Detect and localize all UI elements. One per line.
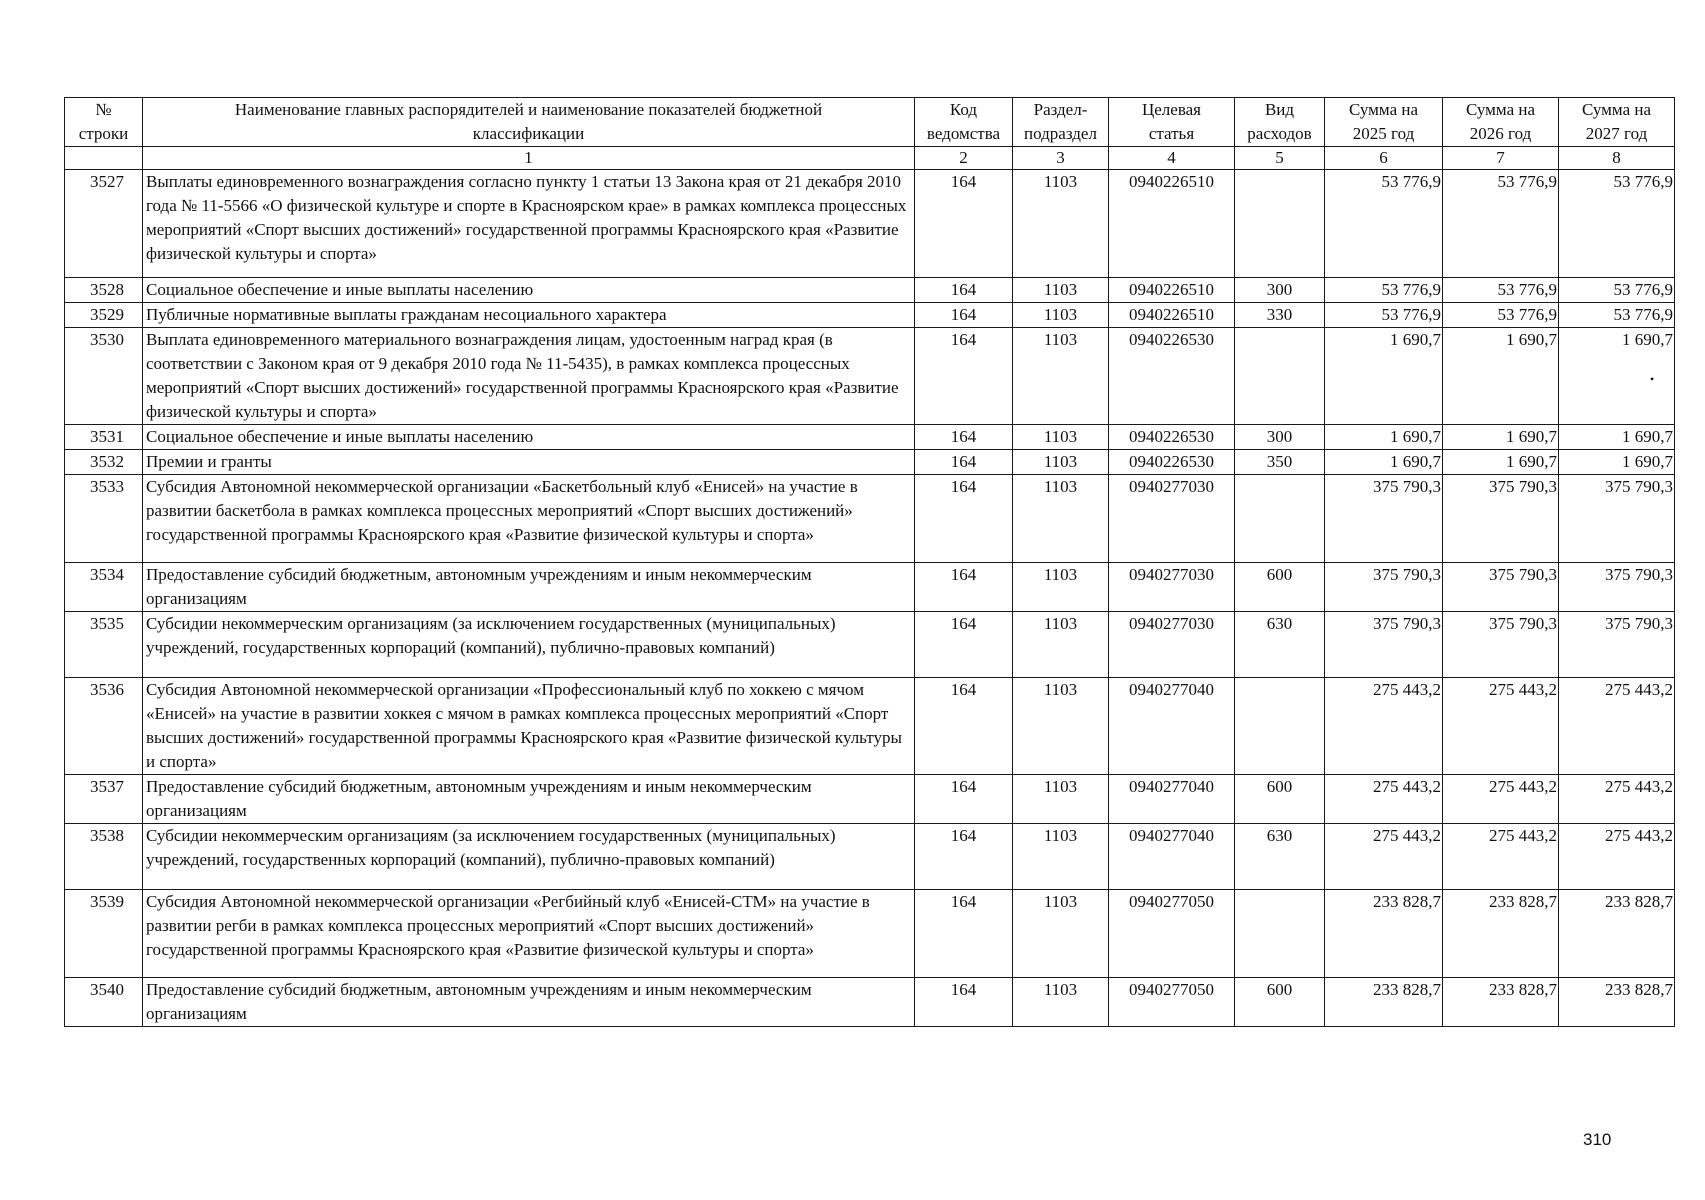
sum-2025-cell: 233 828,7 xyxy=(1325,978,1443,1027)
expense-type-cell: 330 xyxy=(1235,303,1325,328)
table-row xyxy=(65,890,1675,978)
column-numbers-row xyxy=(65,147,1675,170)
section-cell: 1103 xyxy=(1013,475,1109,563)
sum-2026-cell: 53 776,9 xyxy=(1443,170,1559,278)
table-row xyxy=(65,824,1675,890)
row-number-cell: 3539 xyxy=(65,890,143,978)
row-name-cell: Публичные нормативные выплаты гражданам несоциального характера xyxy=(143,303,915,328)
department-code-cell: 164 xyxy=(915,278,1013,303)
sum-2025-cell: 53 776,9 xyxy=(1325,278,1443,303)
header-target-article: Целевая статья xyxy=(1109,98,1235,147)
row-name-cell: Субсидия Автономной некоммерческой организации «Профессиональный клуб по хоккею с мячом «Енисей» на участие в развитии хоккея с мячом в рамках комплекса процессных мероприятий «Спорт высших достижений» государственной программы Красноярского края «Развитие физической культуры и спорта» xyxy=(143,678,915,775)
sum-2027-cell: 53 776,9 xyxy=(1559,278,1675,303)
section-cell: 1103 xyxy=(1013,978,1109,1027)
sum-2025-cell: 53 776,9 xyxy=(1325,170,1443,278)
column-number: 5 xyxy=(1235,147,1325,170)
target-article-cell: 0940226530 xyxy=(1109,425,1235,450)
sum-2027-cell: 1 690,7 xyxy=(1559,425,1675,450)
expense-type-cell xyxy=(1235,678,1325,775)
department-code-cell: 164 xyxy=(915,303,1013,328)
header-name: Наименование главных распорядителей и наименование показателей бюджетной классификации xyxy=(143,98,915,147)
section-cell: 1103 xyxy=(1013,278,1109,303)
target-article-cell: 0940277040 xyxy=(1109,678,1235,775)
section-cell: 1103 xyxy=(1013,678,1109,775)
row-name-cell: Выплата единовременного материального вознаграждения лицам, удостоенным наград края (в соответствии с Законом края от 9 декабря 2010 года № 11-5435), в рамках комплекса процессных мероприятий «Спорт высших достижений» государственной программы Красноярского края «Развитие физической культуры и спорта» xyxy=(143,328,915,425)
sum-2027-cell: 1 690,7 xyxy=(1559,450,1675,475)
sum-2026-cell: 53 776,9 xyxy=(1443,278,1559,303)
sum-2025-cell: 375 790,3 xyxy=(1325,612,1443,678)
row-name-cell: Субсидия Автономной некоммерческой организации «Регбийный клуб «Енисей-СТМ» на участие в развитии регби в рамках комплекса процессных мероприятий «Спорт высших достижений» государственной программы Красноярского края «Развитие физической культуры и спорта» xyxy=(143,890,915,978)
expense-type-cell: 630 xyxy=(1235,824,1325,890)
sum-2027-cell: 53 776,9 xyxy=(1559,303,1675,328)
column-number: 2 xyxy=(915,147,1013,170)
row-number-cell: 3528 xyxy=(65,278,143,303)
sum-2027-cell: 275 443,2 xyxy=(1559,824,1675,890)
section-cell: 1103 xyxy=(1013,563,1109,612)
header-department-code: Код ведомства xyxy=(915,98,1013,147)
sum-2027-cell: 275 443,2 xyxy=(1559,678,1675,775)
expense-type-cell: 600 xyxy=(1235,563,1325,612)
row-name-cell: Субсидия Автономной некоммерческой организации «Баскетбольный клуб «Енисей» на участие в развитии баскетбола в рамках комплекса процессных мероприятий «Спорт высших достижений» государственной программы Красноярского края «Развитие физической культуры и спорта» xyxy=(143,475,915,563)
table-row xyxy=(65,775,1675,824)
target-article-cell: 0940226510 xyxy=(1109,303,1235,328)
sum-2026-cell: 233 828,7 xyxy=(1443,978,1559,1027)
expense-type-cell: 600 xyxy=(1235,978,1325,1027)
row-number-cell: 3537 xyxy=(65,775,143,824)
stray-dot-mark: • xyxy=(1650,372,1655,386)
row-number-cell: 3536 xyxy=(65,678,143,775)
table-row xyxy=(65,612,1675,678)
sum-2027-cell: 233 828,7 xyxy=(1559,890,1675,978)
expense-type-cell: 630 xyxy=(1235,612,1325,678)
header-row-number: № строки xyxy=(65,98,143,147)
target-article-cell: 0940277050 xyxy=(1109,978,1235,1027)
department-code-cell: 164 xyxy=(915,978,1013,1027)
table-row xyxy=(65,450,1675,475)
header-expense-type: Вид расходов xyxy=(1235,98,1325,147)
header-section: Раздел- подраздел xyxy=(1013,98,1109,147)
department-code-cell: 164 xyxy=(915,450,1013,475)
section-cell: 1103 xyxy=(1013,328,1109,425)
row-number-cell: 3540 xyxy=(65,978,143,1027)
sum-2025-cell: 275 443,2 xyxy=(1325,824,1443,890)
table-row xyxy=(65,425,1675,450)
section-cell: 1103 xyxy=(1013,425,1109,450)
table-row xyxy=(65,475,1675,563)
sum-2025-cell: 1 690,7 xyxy=(1325,425,1443,450)
section-cell: 1103 xyxy=(1013,612,1109,678)
column-number-blank xyxy=(65,147,143,170)
sum-2026-cell: 275 443,2 xyxy=(1443,775,1559,824)
expense-type-cell: 350 xyxy=(1235,450,1325,475)
sum-2025-cell: 375 790,3 xyxy=(1325,475,1443,563)
column-number: 3 xyxy=(1013,147,1109,170)
table-row xyxy=(65,278,1675,303)
sum-2027-cell: 233 828,7 xyxy=(1559,978,1675,1027)
section-cell: 1103 xyxy=(1013,450,1109,475)
department-code-cell: 164 xyxy=(915,890,1013,978)
expense-type-cell: 300 xyxy=(1235,425,1325,450)
row-number-cell: 3538 xyxy=(65,824,143,890)
sum-2025-cell: 275 443,2 xyxy=(1325,775,1443,824)
sum-2025-cell: 53 776,9 xyxy=(1325,303,1443,328)
sum-2027-cell: 375 790,3 xyxy=(1559,475,1675,563)
department-code-cell: 164 xyxy=(915,678,1013,775)
sum-2025-cell: 275 443,2 xyxy=(1325,678,1443,775)
table-row xyxy=(65,303,1675,328)
row-name-cell: Предоставление субсидий бюджетным, автономным учреждениям и иным некоммерческим организациям xyxy=(143,775,915,824)
target-article-cell: 0940277040 xyxy=(1109,775,1235,824)
row-number-cell: 3527 xyxy=(65,170,143,278)
target-article-cell: 0940277040 xyxy=(1109,824,1235,890)
row-number-cell: 3529 xyxy=(65,303,143,328)
target-article-cell: 0940277030 xyxy=(1109,563,1235,612)
row-name-cell: Субсидии некоммерческим организациям (за исключением государственных (муниципальных) учреждений, государственных корпораций (компаний), публично-правовых компаний) xyxy=(143,612,915,678)
table-header-row xyxy=(65,98,1675,147)
sum-2025-cell: 1 690,7 xyxy=(1325,328,1443,425)
sum-2027-cell: 375 790,3 xyxy=(1559,612,1675,678)
row-number-cell: 3532 xyxy=(65,450,143,475)
sum-2027-cell: 1 690,7 xyxy=(1559,328,1675,425)
header-sum-2026: Сумма на 2026 год xyxy=(1443,98,1559,147)
sum-2026-cell: 53 776,9 xyxy=(1443,303,1559,328)
header-sum-2027: Сумма на 2027 год xyxy=(1559,98,1675,147)
department-code-cell: 164 xyxy=(915,425,1013,450)
department-code-cell: 164 xyxy=(915,170,1013,278)
budget-table xyxy=(64,97,1675,1027)
expense-type-cell xyxy=(1235,475,1325,563)
department-code-cell: 164 xyxy=(915,563,1013,612)
expense-type-cell: 600 xyxy=(1235,775,1325,824)
sum-2026-cell: 375 790,3 xyxy=(1443,612,1559,678)
sum-2027-cell: 53 776,9 xyxy=(1559,170,1675,278)
expense-type-cell xyxy=(1235,890,1325,978)
expense-type-cell xyxy=(1235,328,1325,425)
sum-2026-cell: 1 690,7 xyxy=(1443,328,1559,425)
column-number: 4 xyxy=(1109,147,1235,170)
row-name-cell: Премии и гранты xyxy=(143,450,915,475)
row-number-cell: 3535 xyxy=(65,612,143,678)
expense-type-cell xyxy=(1235,170,1325,278)
table-row xyxy=(65,563,1675,612)
table-row xyxy=(65,978,1675,1027)
table-row xyxy=(65,170,1675,278)
target-article-cell: 0940277030 xyxy=(1109,475,1235,563)
target-article-cell: 0940226510 xyxy=(1109,278,1235,303)
target-article-cell: 0940226510 xyxy=(1109,170,1235,278)
row-name-cell: Выплаты единовременного вознаграждения согласно пункту 1 статьи 13 Закона края от 21 декабря 2010 года № 11-5566 «О физической культуре и спорте в Красноярском крае» в рамках комплекса процессных мероприятий «Спорт высших достижений» государственной программы Красноярского края «Развитие физической культуры и спорта» xyxy=(143,170,915,278)
department-code-cell: 164 xyxy=(915,475,1013,563)
row-name-cell: Предоставление субсидий бюджетным, автономным учреждениям и иным некоммерческим организациям xyxy=(143,563,915,612)
section-cell: 1103 xyxy=(1013,303,1109,328)
row-number-cell: 3534 xyxy=(65,563,143,612)
expense-type-cell: 300 xyxy=(1235,278,1325,303)
section-cell: 1103 xyxy=(1013,170,1109,278)
table-body xyxy=(65,170,1675,1027)
target-article-cell: 0940277050 xyxy=(1109,890,1235,978)
sum-2025-cell: 233 828,7 xyxy=(1325,890,1443,978)
column-number: 1 xyxy=(143,147,915,170)
target-article-cell: 0940226530 xyxy=(1109,328,1235,425)
target-article-cell: 0940277030 xyxy=(1109,612,1235,678)
table-row xyxy=(65,678,1675,775)
page-number: 310 xyxy=(1583,1130,1612,1149)
department-code-cell: 164 xyxy=(915,612,1013,678)
department-code-cell: 164 xyxy=(915,824,1013,890)
sum-2026-cell: 375 790,3 xyxy=(1443,563,1559,612)
table-row xyxy=(65,328,1675,425)
sum-2026-cell: 233 828,7 xyxy=(1443,890,1559,978)
sum-2026-cell: 1 690,7 xyxy=(1443,450,1559,475)
sum-2025-cell: 375 790,3 xyxy=(1325,563,1443,612)
column-number: 7 xyxy=(1443,147,1559,170)
row-name-cell: Предоставление субсидий бюджетным, автономным учреждениям и иным некоммерческим организациям xyxy=(143,978,915,1027)
sum-2025-cell: 1 690,7 xyxy=(1325,450,1443,475)
row-name-cell: Социальное обеспечение и иные выплаты населению xyxy=(143,278,915,303)
section-cell: 1103 xyxy=(1013,775,1109,824)
header-sum-2025: Сумма на 2025 год xyxy=(1325,98,1443,147)
sum-2027-cell: 375 790,3 xyxy=(1559,563,1675,612)
row-name-cell: Социальное обеспечение и иные выплаты населению xyxy=(143,425,915,450)
sum-2026-cell: 375 790,3 xyxy=(1443,475,1559,563)
row-name-cell: Субсидии некоммерческим организациям (за исключением государственных (муниципальных) учреждений, государственных корпораций (компаний), публично-правовых компаний) xyxy=(143,824,915,890)
row-number-cell: 3530 xyxy=(65,328,143,425)
sum-2026-cell: 1 690,7 xyxy=(1443,425,1559,450)
department-code-cell: 164 xyxy=(915,328,1013,425)
column-number: 8 xyxy=(1559,147,1675,170)
column-number: 6 xyxy=(1325,147,1443,170)
sum-2027-cell: 275 443,2 xyxy=(1559,775,1675,824)
row-number-cell: 3531 xyxy=(65,425,143,450)
row-number-cell: 3533 xyxy=(65,475,143,563)
section-cell: 1103 xyxy=(1013,890,1109,978)
section-cell: 1103 xyxy=(1013,824,1109,890)
department-code-cell: 164 xyxy=(915,775,1013,824)
target-article-cell: 0940226530 xyxy=(1109,450,1235,475)
sum-2026-cell: 275 443,2 xyxy=(1443,824,1559,890)
sum-2026-cell: 275 443,2 xyxy=(1443,678,1559,775)
